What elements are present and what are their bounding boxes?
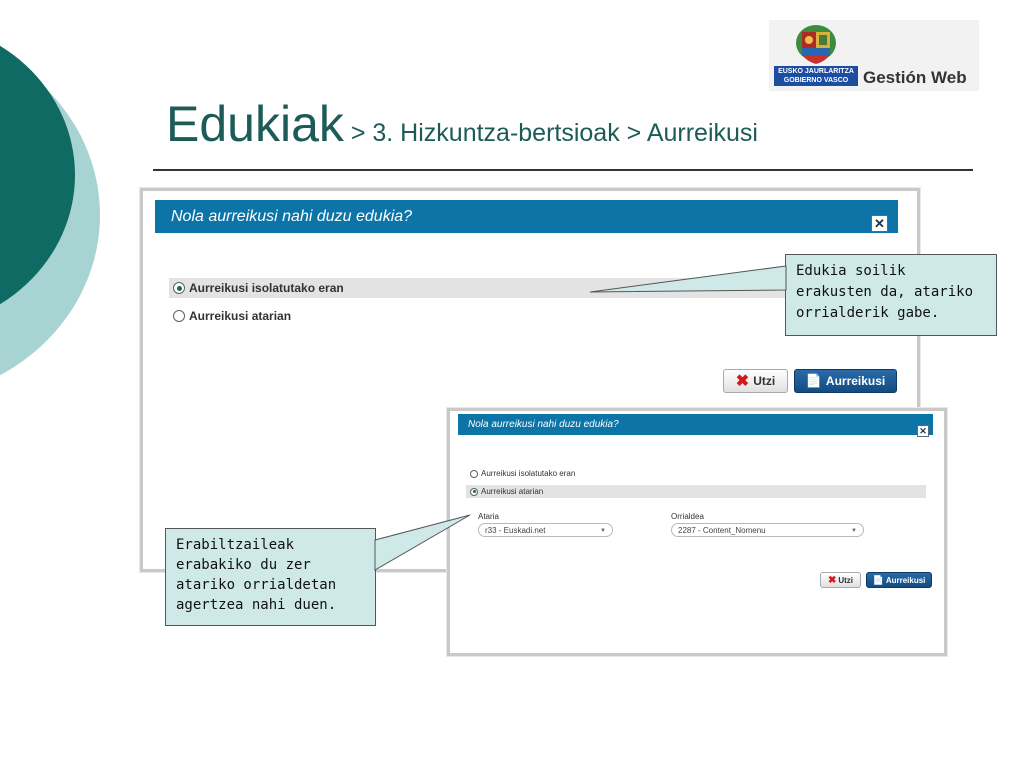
red-x-icon: ✖ xyxy=(735,373,750,390)
cancel-label: Utzi xyxy=(838,575,854,585)
callout-line: orrialderik gabe. xyxy=(796,305,940,321)
chevron-down-icon: ▼ xyxy=(851,528,857,534)
close-icon[interactable]: ✕ xyxy=(871,215,888,232)
option-portal-label: Aurreikusi atarian xyxy=(481,487,544,496)
option-isolated-label: Aurreikusi isolatutako eran xyxy=(189,281,344,295)
document-icon: 📄 xyxy=(805,373,822,388)
portal-field-label: Ataria xyxy=(478,512,499,521)
callout-line: atariko orrialdetan xyxy=(176,577,337,593)
title-main: Edukiak xyxy=(166,96,344,152)
chevron-down-icon: ▼ xyxy=(600,528,606,534)
callout-line: erabakiko du zer xyxy=(176,557,311,573)
dialog-heading: Nola aurreikusi nahi duzu edukia? xyxy=(155,200,898,233)
preview-label: Aurreikusi xyxy=(885,575,926,585)
breadcrumb: > 3. Hizkuntza-bertsioak > Aurreikusi xyxy=(343,119,758,147)
callout-line: agertzea nahi duen. xyxy=(176,597,337,613)
document-icon: 📄 xyxy=(872,574,884,585)
callout-line: Erabiltzaileak xyxy=(176,537,295,553)
callout-portal-pointer xyxy=(375,515,470,570)
red-x-icon: ✖ xyxy=(827,574,837,586)
cancel-label: Utzi xyxy=(753,374,776,388)
logo-app-name: Gestión Web xyxy=(863,68,967,87)
preview-label: Aurreikusi xyxy=(825,374,886,388)
callout-isolated-pointer xyxy=(590,266,786,292)
callout-line: Edukia soilik xyxy=(796,263,906,279)
option-portal-label: Aurreikusi atarian xyxy=(189,309,292,323)
dialog-heading: Nola aurreikusi nahi duzu edukia? xyxy=(458,414,933,435)
callout-line: erakusten da, atariko xyxy=(796,284,974,300)
logo-gov-line1: EUSKO JAURLARITZA xyxy=(778,68,854,75)
portal-select-value: r33 - Euskadi.net xyxy=(485,526,546,535)
page-field-label: Orrialdea xyxy=(671,512,704,521)
logo-gov-line2: GOBIERNO VASCO xyxy=(783,77,849,84)
page-select-value: 2287 - Content_Nomenu xyxy=(678,526,766,535)
option-isolated-label: Aurreikusi isolatutako eran xyxy=(481,469,576,478)
close-icon[interactable]: ✕ xyxy=(917,425,929,437)
